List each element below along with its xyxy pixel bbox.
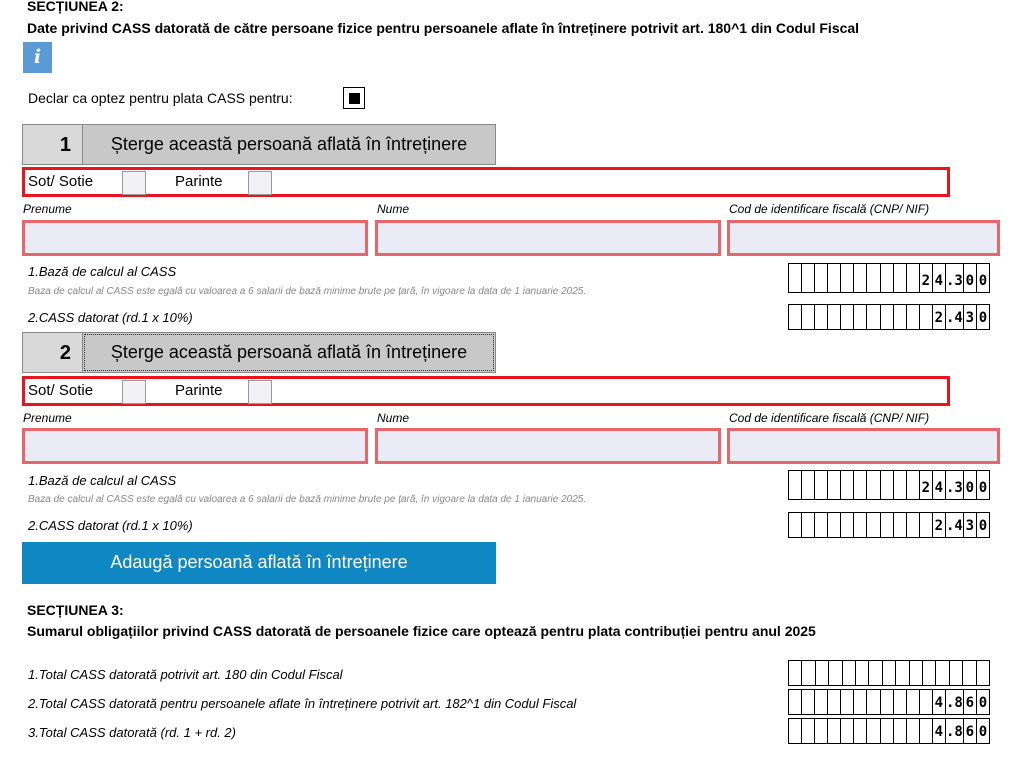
digit-cell [802,471,815,499]
digit-cell [828,264,841,292]
digit-cell [789,690,802,714]
digit-cell: 3 [964,513,977,537]
digit-cell [907,264,920,292]
digit-cell [854,719,867,743]
digit-cell [907,305,920,329]
section3-heading: SECȚIUNEA 3: [27,602,124,618]
digit-cell [815,471,828,499]
digit-cell [894,719,907,743]
digit-cell [920,719,933,743]
digit-cell [923,661,936,685]
cnp-label: Cod de identificare fiscală (CNP/ NIF) [729,411,930,425]
baza-note: Baza de calcul al CASS este egală cu valoarea a 6 salarii de bază minime brute pe țară, în vigoare la data de 1 ianuarie 2025. [28,494,587,505]
digit-cell [789,305,802,329]
digit-cell [854,264,867,292]
digit-cell: 2 [920,471,933,499]
digit-cell [881,471,894,499]
digit-cell [815,264,828,292]
digit-cell [883,661,896,685]
digit-cell [828,690,841,714]
digit-cell [802,690,815,714]
digit-cell [867,690,880,714]
digit-cell [854,305,867,329]
person-number: 2 [22,332,82,373]
spouse-checkbox[interactable] [122,380,146,404]
digit-cell [867,719,880,743]
digit-cell [950,661,963,685]
digit-cell [815,305,828,329]
digit-cell: 0 [978,518,988,534]
digit-cell: 2 [933,513,946,537]
info-icon[interactable]: i [23,42,52,73]
digit-cell: 4 [933,264,946,292]
digit-cell [894,305,907,329]
summary-row-label: 1.Total CASS datorată potrivit art. 180 din Codul Fiscal [28,667,343,682]
baza-amount-field[interactable] [788,470,990,500]
digit-cell [936,661,949,685]
digit-cell [789,661,802,685]
spouse-label: Sot/ Sotie [28,173,94,190]
digit-cell [789,264,802,292]
digit-cell [907,719,920,743]
digit-cell [816,661,829,685]
digit-cell [867,513,880,537]
digit-cell [828,471,841,499]
digit-cell [920,305,933,329]
declar-label: Declar ca optez pentru plata CASS pentru: [28,90,293,106]
digit-cell: .3 [946,471,964,499]
summary-row-label: 3.Total CASS datorată (rd. 1 + rd. 2) [28,725,236,740]
baza-note: Baza de calcul al CASS este egală cu valoarea a 6 salarii de bază minime brute pe țară, în vigoare la data de 1 ianuarie 2025. [28,286,587,297]
digit-cell [841,690,854,714]
nume-input[interactable] [375,220,721,256]
digit-cell [907,471,920,499]
digit-cell [869,661,882,685]
digit-cell [920,513,933,537]
parent-checkbox[interactable] [248,171,272,195]
digit-cell [977,661,989,685]
cnp-input[interactable] [727,428,1000,464]
nume-label: Nume [377,411,410,425]
digit-cell: 6 [964,719,977,743]
digit-cell: .8 [946,719,964,743]
digit-cell [828,305,841,329]
prenume-input[interactable] [22,428,368,464]
person-number: 1 [22,124,82,165]
digit-cell [894,264,907,292]
digit-cell [894,471,907,499]
cass-label: 2.CASS datorat (rd.1 x 10%) [28,310,193,325]
digit-cell: .4 [946,305,964,329]
prenume-label: Prenume [23,411,72,425]
digit-cell [920,690,933,714]
delete-person-button[interactable]: Șterge această persoană aflată în întreținere [82,124,496,165]
digit-cell [854,513,867,537]
digit-cell [894,513,907,537]
digit-cell [963,661,976,685]
parent-checkbox[interactable] [248,380,272,404]
digit-cell [829,661,842,685]
digit-cell: 0 [964,264,977,292]
summary-total-180-field[interactable] [788,660,990,686]
digit-cell: 0 [964,471,977,499]
cnp-label: Cod de identificare fiscală (CNP/ NIF) [729,202,930,216]
digit-cell [815,719,828,743]
digit-cell [841,513,854,537]
digit-cell: 0 [978,695,988,711]
digit-cell [881,719,894,743]
digit-cell [828,513,841,537]
digit-cell [907,513,920,537]
summary-row-label: 2.Total CASS datorată pentru persoanele aflate în întreținere potrivit art. 182^1 din Codul Fiscal [28,696,577,711]
digit-cell [854,690,867,714]
digit-cell [854,471,867,499]
digit-cell: 6 [964,690,977,714]
prenume-input[interactable] [22,220,368,256]
nume-input[interactable] [375,428,721,464]
digit-cell: 2 [920,264,933,292]
digit-cell [894,690,907,714]
section3-subtitle: Sumarul obligațiilor privind CASS datorată de persoanele fizice care optează pentru plata contribuției pentru anul 2025 [27,623,816,639]
digit-cell: 0 [978,724,988,740]
digit-cell [802,305,815,329]
digit-cell [828,719,841,743]
delete-person-button[interactable]: Șterge această persoană aflată în întreținere [82,332,496,373]
digit-cell [856,661,869,685]
relationship-group [22,376,950,406]
section2-subtitle: Date privind CASS datorată de către persoane fizice pentru persoanele aflate în întreținere potrivit art. 180^1 din Codul Fiscal [27,20,860,36]
spouse-label: Sot/ Sotie [28,382,94,399]
digit-cell: 2 [933,305,946,329]
section2-heading: SECȚIUNEA 2: [27,0,124,14]
baza-amount-field[interactable] [788,263,990,293]
cass-label: 2.CASS datorat (rd.1 x 10%) [28,518,193,533]
digit-cell [881,513,894,537]
nume-label: Nume [377,202,410,216]
digit-cell [802,513,815,537]
digit-cell [841,719,854,743]
spouse-checkbox[interactable] [122,171,146,195]
parent-label: Parinte [175,173,223,190]
digit-cell [841,471,854,499]
digit-cell: .4 [946,513,964,537]
digit-cell [815,513,828,537]
digit-cell [867,305,880,329]
relationship-group [22,167,950,197]
digit-cell [867,264,880,292]
add-person-button[interactable]: Adaugă persoană aflată în întreținere [22,542,496,584]
cass-amount-field[interactable] [788,304,990,330]
digit-cell: 0 [978,480,988,496]
digit-cell [841,264,854,292]
digit-cell [815,690,828,714]
digit-cell [789,513,802,537]
summary-total-dependents-field[interactable] [788,689,990,715]
digit-cell [789,719,802,743]
cass-amount-field[interactable] [788,512,990,538]
digit-cell: .8 [946,690,964,714]
digit-cell: 4 [933,471,946,499]
parent-label: Parinte [175,382,223,399]
digit-cell [907,690,920,714]
digit-cell: 3 [964,305,977,329]
cnp-input[interactable] [727,220,1000,256]
digit-cell [802,719,815,743]
digit-cell [789,471,802,499]
digit-cell [843,661,856,685]
digit-cell [867,471,880,499]
digit-cell [841,305,854,329]
summary-total-cass-field[interactable] [788,718,990,744]
digit-cell [802,661,815,685]
digit-cell: 0 [978,273,988,289]
digit-cell [881,690,894,714]
digit-cell: 4 [933,690,946,714]
digit-cell [910,661,923,685]
declar-checkbox[interactable] [343,87,365,109]
baza-label: 1.Bază de calcul al CASS [28,264,177,279]
checked-mark-icon [349,93,360,104]
digit-cell [881,264,894,292]
digit-cell: .3 [946,264,964,292]
digit-cell: 4 [933,719,946,743]
digit-cell [881,305,894,329]
digit-cell [802,264,815,292]
baza-label: 1.Bază de calcul al CASS [28,473,177,488]
prenume-label: Prenume [23,202,72,216]
digit-cell [896,661,909,685]
digit-cell: 0 [978,310,988,326]
